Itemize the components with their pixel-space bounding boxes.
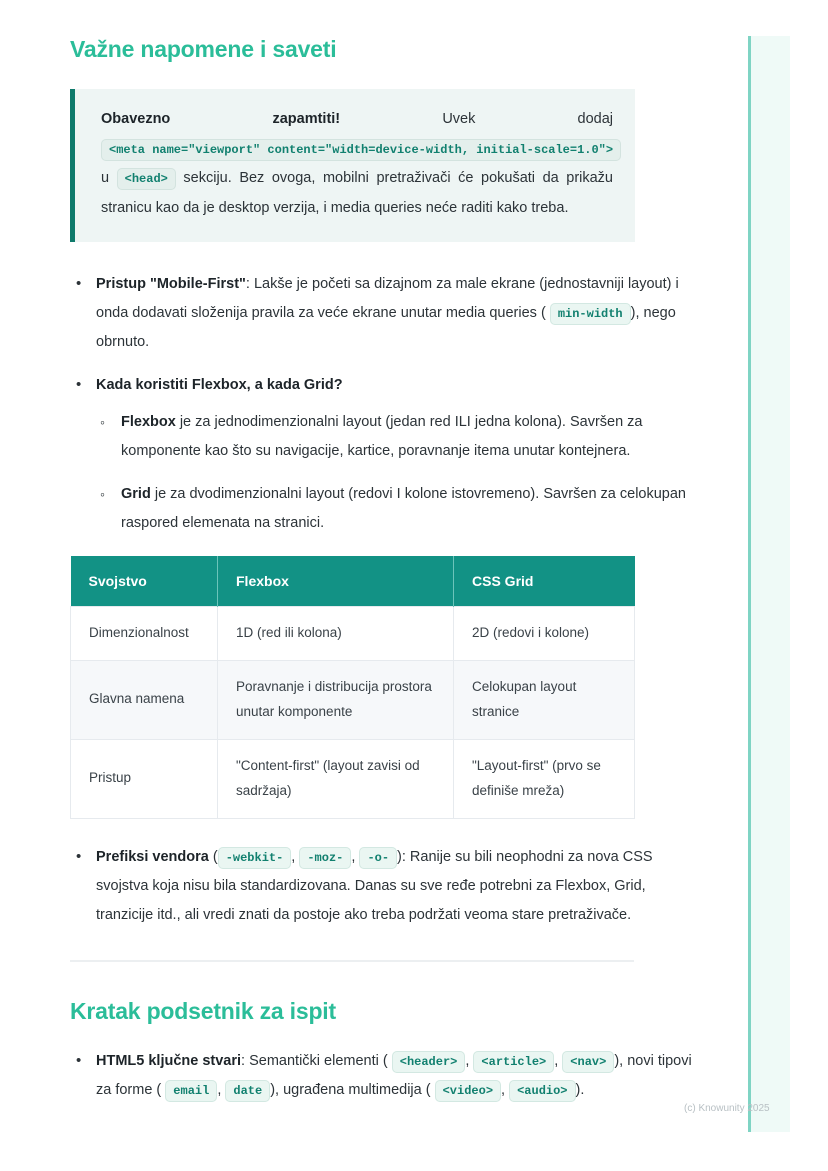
vendor-sep-2: , <box>351 848 356 865</box>
html5-sep-1: , <box>465 1052 470 1069</box>
flexbox-grid-comparison-table <box>70 556 635 819</box>
html5-sep-4: , <box>501 1081 506 1098</box>
vendor-prefixes-lead: Prefiksi vendora <box>96 848 209 865</box>
callout-text-3: sekciju. Bez ovoga, mobilni pretraživači će pokušati da prikažu stranicu kao da je desktop verzija, i media queries neće raditi kako treba. <box>101 170 613 217</box>
mobile-first-text-1: : Lakše je početi sa dizajnom za male ekrane (jednostavniji layout) i onda dodavati složenija pravila za veće ekrane unutar media queries ( <box>96 275 679 321</box>
cell-property: Glavna namena <box>71 660 218 739</box>
mobile-first-text-2: ), nego obrnuto. <box>96 304 676 350</box>
cell-grid: Celokupan layout stranice <box>454 660 635 739</box>
cell-flexbox: "Content-first" (layout zavisi od sadržaja) <box>218 739 454 818</box>
callout-lead: Obavezno zapamtiti! <box>101 111 341 127</box>
html5-text-4: ). <box>575 1081 585 1098</box>
code-chip-min-width: min-width <box>550 303 631 325</box>
list-item-html5 <box>70 1047 700 1105</box>
code-chip-audio: <audio> <box>509 1080 575 1102</box>
list-item-mobile-first <box>70 270 700 357</box>
mobile-first-lead: Pristup "Mobile-First" <box>96 275 246 292</box>
sub-list-item-flexbox <box>96 408 700 466</box>
flex-vs-grid-lead: Kada koristiti Flexbox, a kada Grid? <box>96 376 343 393</box>
page-title-tips: Važne napomene i saveti <box>70 36 337 62</box>
recap-bullet-list <box>70 1047 700 1105</box>
page-title-recap: Kratak podsetnik za ispit <box>70 997 336 1024</box>
code-chip-date: date <box>225 1080 270 1102</box>
vendor-prefixes-open: ( <box>208 848 218 865</box>
flex-vs-grid-sub-list <box>96 408 700 538</box>
code-chip-webkit: -webkit- <box>218 847 292 869</box>
cell-property: Pristup <box>71 739 218 818</box>
vendor-prefix-list <box>70 843 700 930</box>
code-chip-article: <article> <box>473 1051 554 1073</box>
cell-flexbox: 1D (red ili kolona) <box>218 606 454 660</box>
html5-text-3: ), ugrađena multimedija ( <box>270 1081 431 1098</box>
code-chip-moz: -moz- <box>299 847 351 869</box>
flexbox-lead: Flexbox <box>121 413 176 430</box>
cell-flexbox: Poravnanje i distribucija prostora unutar komponente <box>218 660 454 739</box>
callout-text-1: Uvek dodaj <box>442 111 613 127</box>
grid-text: je za dvodimenzionalni layout (redovi I kolone istovremeno). Savršen za celokupan raspored elemenata na stranici. <box>121 485 686 531</box>
callout-text <box>101 105 613 224</box>
important-callout <box>70 89 635 242</box>
column-header-svojstvo: Svojstvo <box>71 556 218 607</box>
tips-bullet-list <box>70 270 700 538</box>
cell-property: Dimenzionalnost <box>71 606 218 660</box>
right-decorative-panel <box>748 36 790 1132</box>
column-header-flexbox: Flexbox <box>218 556 454 607</box>
html5-sep-2: , <box>554 1052 559 1069</box>
callout-text-2: u <box>101 170 110 187</box>
footer-copyright: (c) Knowunity 2025 <box>684 1103 770 1114</box>
html5-sep-3: , <box>217 1081 222 1098</box>
table-row <box>71 739 635 818</box>
grid-lead: Grid <box>121 485 151 502</box>
code-chip-viewport-meta: <meta name="viewport" content="width=device-width, initial-scale=1.0"> <box>101 139 621 161</box>
code-chip-header: <header> <box>392 1051 466 1073</box>
cell-grid: "Layout-first" (prvo se definiše mreža) <box>454 739 635 818</box>
html5-lead: HTML5 ključne stvari <box>96 1052 242 1069</box>
html5-text-1: : Semantički elementi ( <box>241 1052 388 1069</box>
column-header-css-grid: CSS Grid <box>454 556 635 607</box>
vendor-prefixes-close: ): Ranije su bili neophodni za nova CSS svojstva koja nisu bila standardizovana. Danas su sve ređe potrebni za Flexbox, Grid, tranzicije itd., ali vredi znati da postoje ako treba podržati veoma stare pretraživače. <box>96 848 653 923</box>
code-chip-o: -o- <box>359 847 397 869</box>
flexbox-text: je za jednodimenzionalni layout (jedan red ILI jedna kolona). Savršen za komponente kao što su navigacije, kartice, poravnanje itema unutar kontejnera. <box>121 413 643 459</box>
table-row <box>71 606 635 660</box>
table-row <box>71 660 635 739</box>
list-item-vendor-prefixes <box>70 843 700 930</box>
vendor-sep-1: , <box>291 848 296 865</box>
html5-text-2: ), novi tipovi za forme ( <box>96 1052 692 1098</box>
code-chip-email: email <box>165 1080 217 1102</box>
section-divider <box>70 960 634 962</box>
cell-grid: 2D (redovi i kolone) <box>454 606 635 660</box>
code-chip-nav: <nav> <box>562 1051 614 1073</box>
code-chip-video: <video> <box>435 1080 501 1102</box>
sub-list-item-grid <box>96 480 700 538</box>
code-chip-head: <head> <box>117 168 176 190</box>
table-header-row <box>71 556 635 607</box>
list-item-flex-vs-grid <box>70 371 700 538</box>
